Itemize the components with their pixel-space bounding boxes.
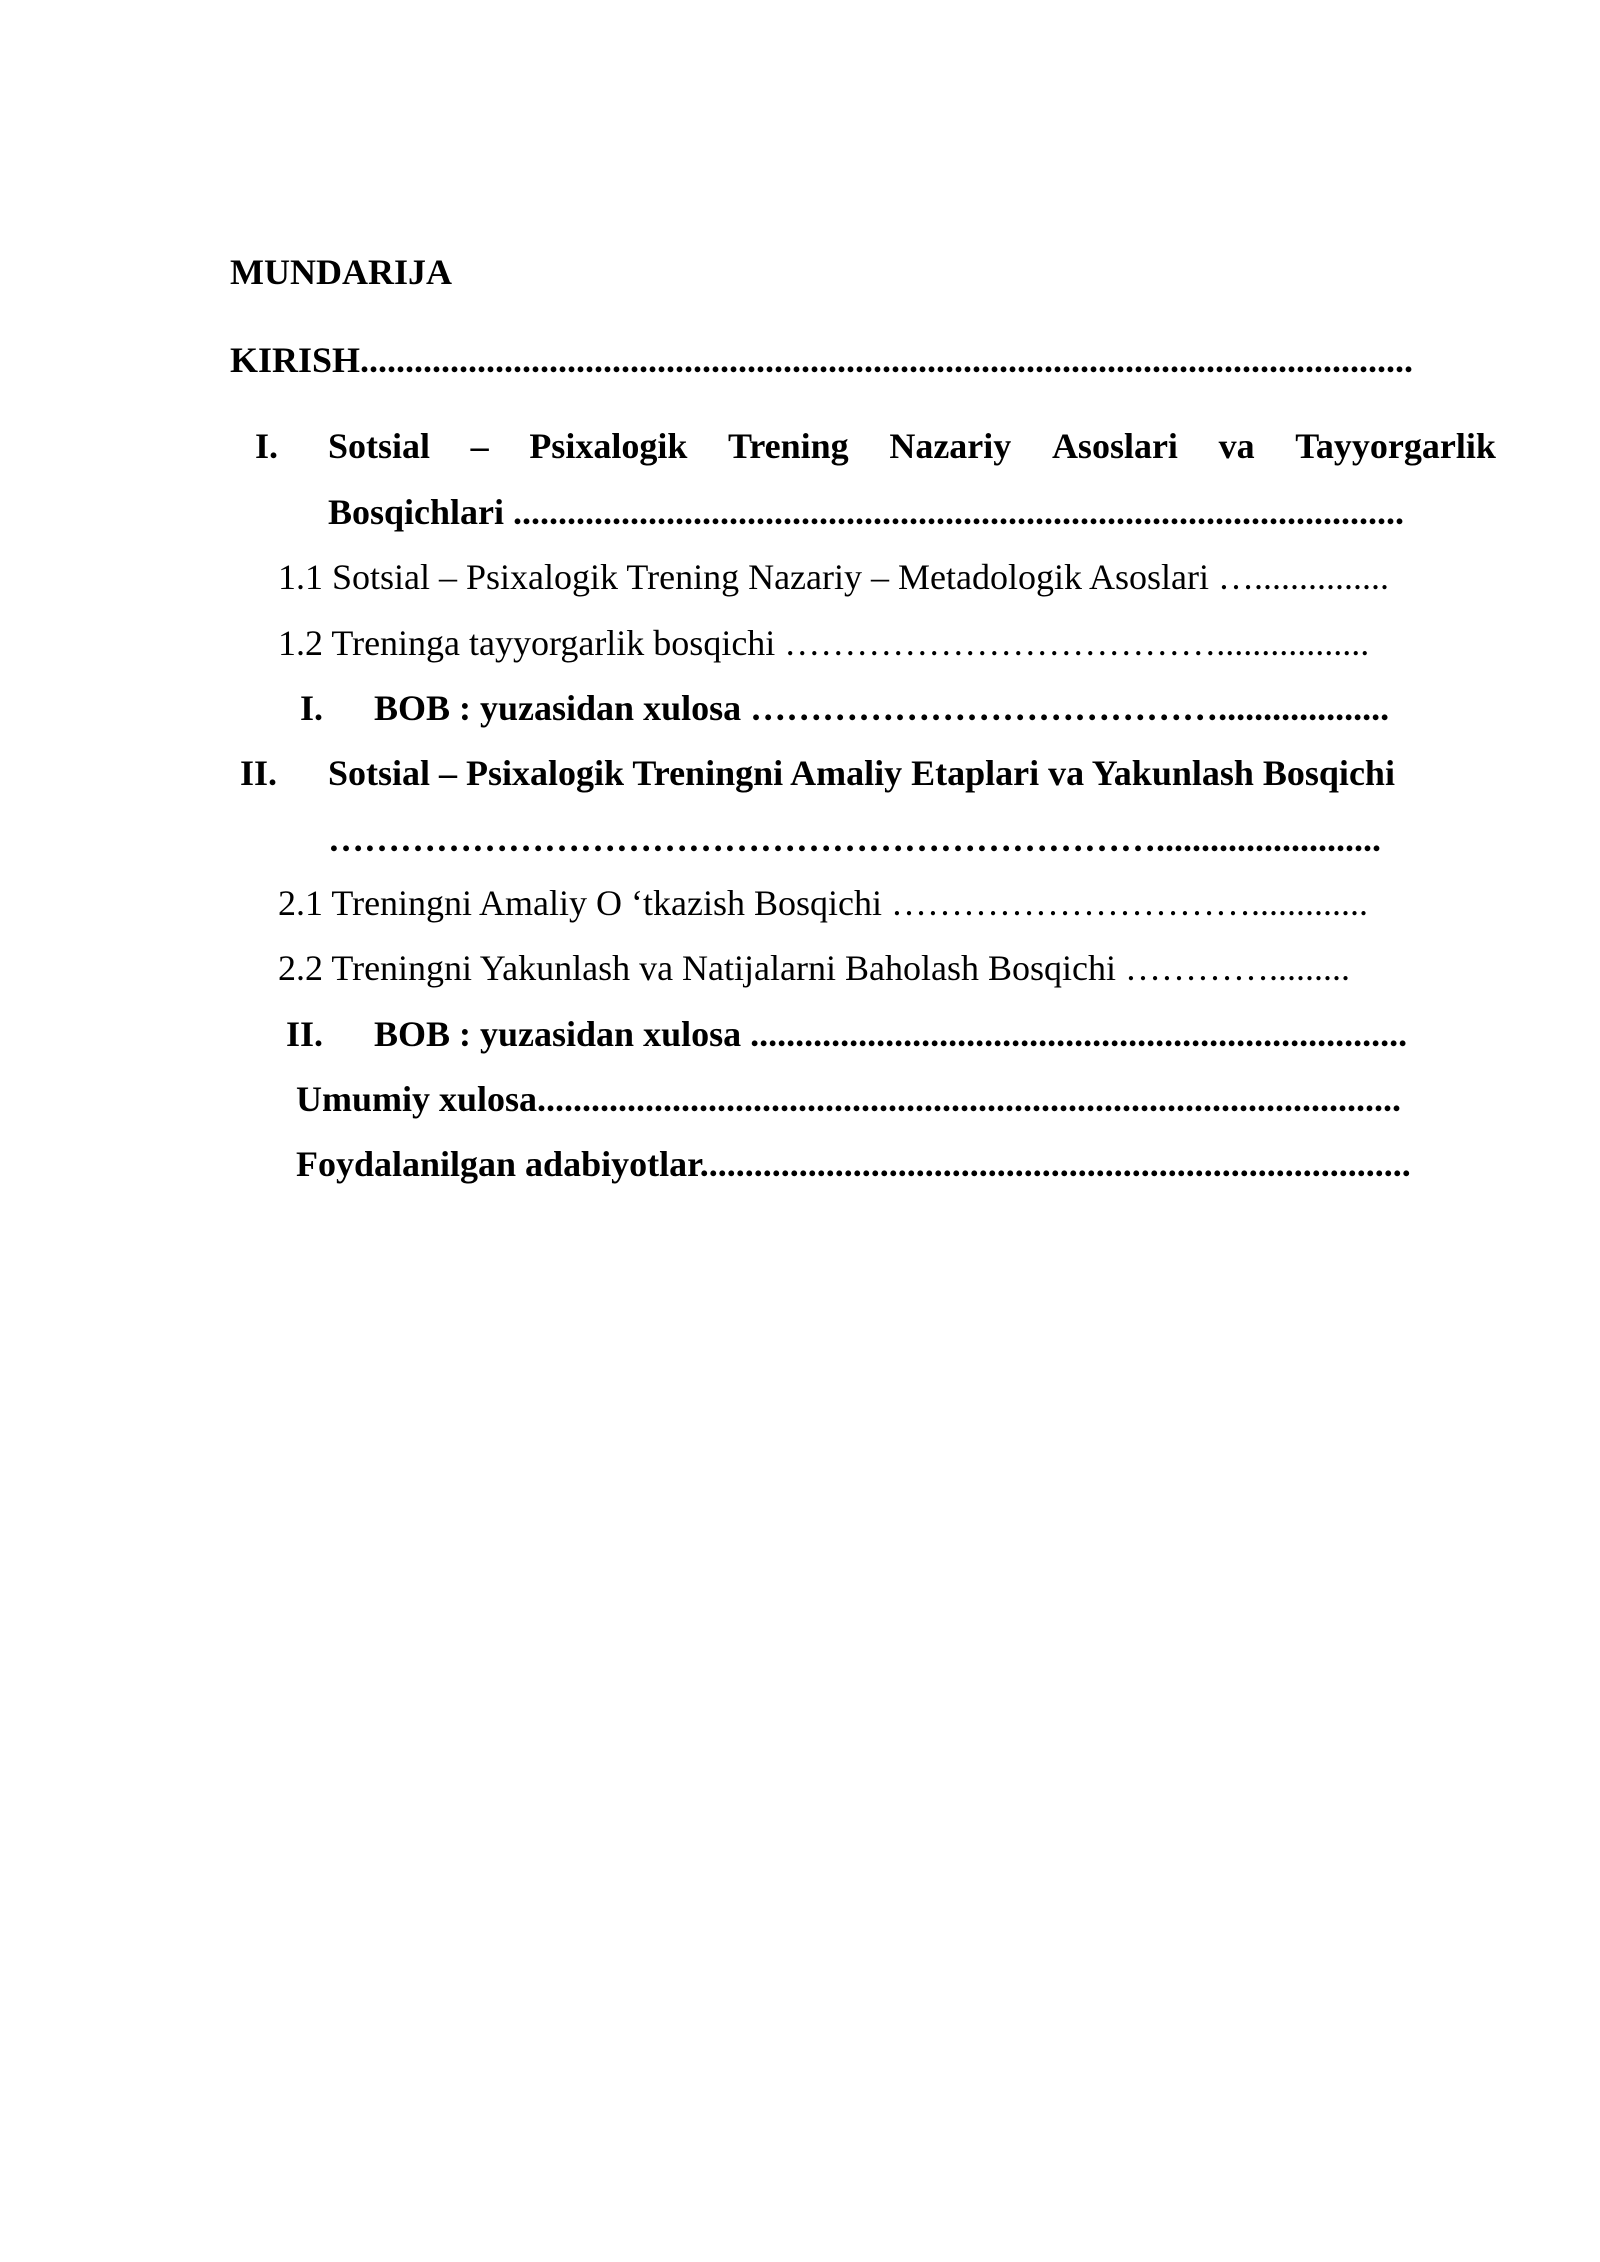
toc-entry-intro[interactable]: KIRISH..................................................................................................................... bbox=[230, 340, 1414, 380]
chapter-1-numeral: I. bbox=[255, 426, 279, 466]
chapter-1-title-word: Nazariy bbox=[889, 426, 1012, 466]
chapter-1-title-word: Tayyorgarlik bbox=[1295, 426, 1496, 466]
toc-section-2-2[interactable]: 2.2 Treningni Yakunlash va Natijalarni Baholash Bosqichi …………......... bbox=[278, 948, 1350, 988]
chapter-1-title-word: Psixalogik bbox=[529, 426, 688, 466]
chapter-2-summary-label: BOB : yuzasidan xulosa ......................................................................... bbox=[374, 1014, 1408, 1054]
toc-chapter-1[interactable] bbox=[0, 424, 1600, 532]
chapter-2-title: Sotsial – Psixalogik Treningni Amaliy Etaplari va Yakunlash Bosqichi bbox=[328, 753, 1395, 793]
toc-chapter-2[interactable] bbox=[0, 751, 1600, 859]
toc-entry-references[interactable]: Foydalanilgan adabiyotlar............................................................................... bbox=[296, 1144, 1411, 1184]
chapter-2-summary-numeral: II. bbox=[286, 1014, 324, 1054]
chapter-1-summary-numeral: I. bbox=[300, 688, 324, 728]
chapter-1-title-continuation: Bosqichlari ................................................................................................... bbox=[328, 492, 1405, 532]
chapter-1-title-word: Asoslari bbox=[1051, 426, 1178, 466]
toc-section-2-1[interactable]: 2.1 Treningni Amaliy O ‘tkazish Bosqichi …………………………............. bbox=[278, 883, 1369, 923]
chapter-1-title bbox=[328, 424, 1496, 468]
chapter-1-title-word: Trening bbox=[727, 426, 849, 466]
chapter-1-summary-label: BOB : yuzasidan xulosa …………………………………................... bbox=[374, 688, 1390, 728]
chapter-1-title-word: – bbox=[470, 426, 489, 466]
toc-section-1-1[interactable]: 1.1 Sotsial – Psixalogik Trening Nazariy – Metadologik Asoslari …............... bbox=[278, 557, 1389, 597]
chapter-2-title-continuation: ……………………………………………………………......................... bbox=[328, 819, 1381, 859]
toc-section-1-2[interactable]: 1.2 Treninga tayyorgarlik bosqichi ………………………………................. bbox=[278, 623, 1370, 663]
chapter-1-title-word: va bbox=[1218, 426, 1255, 466]
chapter-1-title-word: Sotsial bbox=[328, 426, 431, 466]
toc-heading: MUNDARIJA bbox=[230, 252, 452, 292]
toc-entry-conclusion[interactable]: Umumiy xulosa................................................................................................ bbox=[296, 1079, 1402, 1119]
chapter-2-numeral: II. bbox=[240, 753, 278, 793]
